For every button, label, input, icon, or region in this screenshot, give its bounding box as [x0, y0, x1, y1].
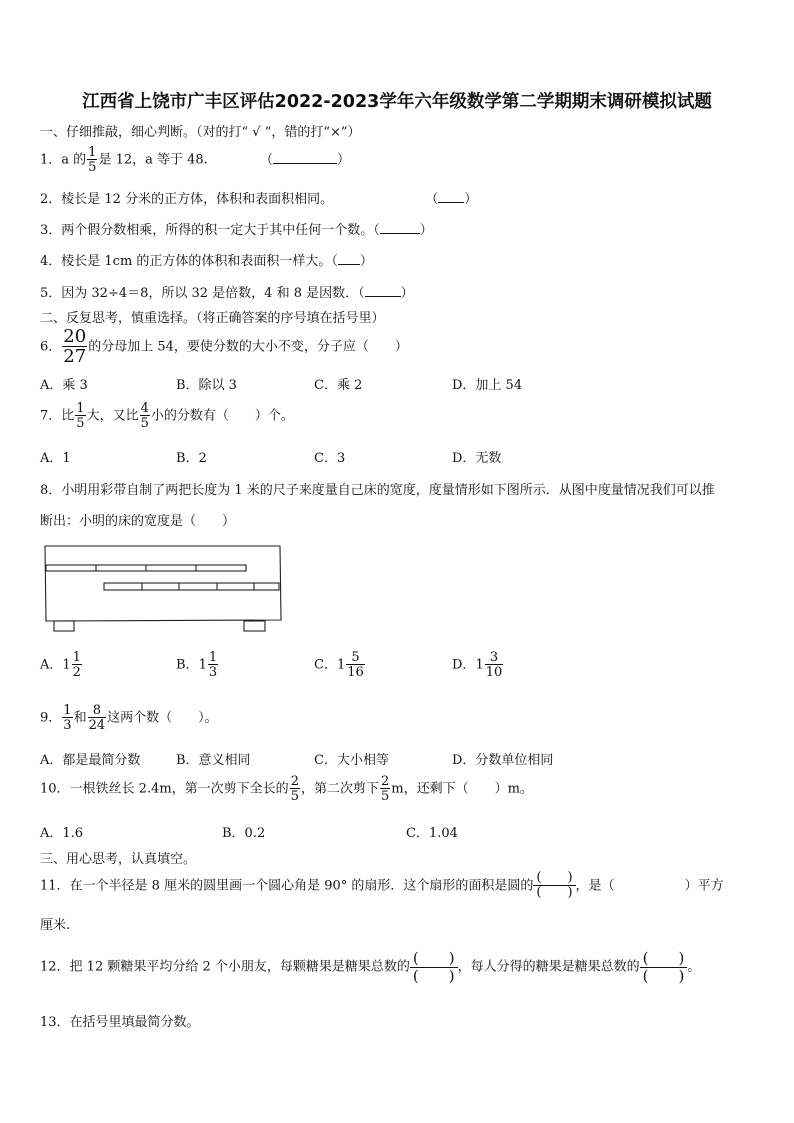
q7-option-c[interactable]: C．3: [314, 451, 346, 466]
q12-fraction-blank-2[interactable]: ( ) ( ): [640, 950, 688, 984]
question-1: 1．a 的 $\frac{1}{5}$ 是 12，a 等于 48. （ ）: [40, 145, 350, 175]
question-2: 2．棱长是 12 分米的正方体，体积和表面积相同。 （ ）: [40, 192, 478, 207]
question-10: 10．一根铁丝长 2.4m，第一次剪下全长的 $\frac{2}{5}$ ，第二次剪下 $\frac{2}{5}$ m，还剩下（ ）m。: [40, 774, 533, 804]
q7-fraction-1: $\frac{1}{5}$: [76, 401, 85, 431]
question-11-line-2: 厘米.: [40, 918, 71, 933]
section-1-heading: 一、仔细推敲，细心判断。（对的打“ √ ”，错的打“×”）: [40, 125, 361, 140]
q8-option-c[interactable]: C．1 $\frac{5}{16}$: [314, 650, 364, 680]
q7-option-b[interactable]: B．2: [176, 451, 207, 466]
q6-option-b[interactable]: B．除以 3: [176, 378, 237, 393]
question-3: 3．两个假分数相乘，所得的积一定大于其中任何一个数。（ ）: [40, 223, 433, 238]
q1-text-b: 是 12，a 等于 48.: [98, 152, 208, 168]
question-11: 11．在一个半径是 8 厘米的圆里画一个圆心角是 90° 的扇形．这个扇形的面积是圆的 ( ) ( ) ，是（ ）平方: [40, 870, 724, 901]
q9-fraction-1: $\frac{1}{3}$: [63, 703, 72, 733]
question-5: 5．因为 32÷4＝8，所以 32 是倍数，4 和 8 是因数．（ ）: [40, 286, 414, 301]
question-12: 12．把 12 颗糖果平均分给 2 个小朋友，每颗糖果是糖果总数的 ( ) ( ) ，每人分得的糖果是糖果总数的 ( ) ( ) 。: [40, 949, 701, 985]
q4-answer-blank[interactable]: [338, 253, 360, 265]
q10-option-c[interactable]: C．1.04: [406, 826, 458, 841]
q10-option-b[interactable]: B．0.2: [222, 826, 266, 841]
q9-option-c[interactable]: C．大小相等: [314, 753, 389, 768]
q9-option-d[interactable]: D．分数单位相同: [452, 753, 554, 768]
q7-fraction-2: $\frac{4}{5}$: [140, 401, 149, 431]
q9-fraction-2: $\frac{8}{24}$: [88, 703, 106, 733]
question-4: 4．棱长是 1cm 的正方体的体积和表面积一样大。（ ）: [40, 254, 373, 269]
q10-fraction-1: $\frac{2}{5}$: [290, 774, 299, 804]
q2-answer-blank[interactable]: [438, 191, 464, 203]
q5-answer-blank[interactable]: [365, 285, 401, 297]
q1-answer-blank[interactable]: [273, 152, 337, 164]
q6-fraction: $\frac{20}{27}$: [63, 326, 87, 367]
q11-fraction-blank[interactable]: ( ) ( ): [533, 871, 575, 901]
q10-fraction-2: $\frac{2}{5}$: [380, 774, 390, 804]
q7-option-a[interactable]: A．1: [40, 451, 71, 466]
section-2-heading: 二、反复思考，慎重选择。（将正确答案的序号填在括号里）: [40, 311, 385, 326]
question-9: 9． $\frac{1}{3}$ 和 $\frac{8}{24}$ 这两个数（ ）。: [40, 703, 218, 733]
section-3-heading: 三、用心思考，认真填空。: [40, 852, 197, 867]
q1-fraction: $\frac{1}{5}$: [88, 145, 97, 175]
q3-answer-blank[interactable]: [380, 222, 420, 234]
q9-option-b[interactable]: B．意义相同: [176, 753, 251, 768]
ruler-2: [104, 583, 279, 590]
question-8-line-2: 断出：小明的床的宽度是（ ）: [40, 514, 236, 529]
q1-text-a: 1．a 的: [40, 152, 87, 168]
q10-option-a[interactable]: A．1.6: [40, 826, 84, 841]
bed-measurement-figure: [42, 542, 288, 634]
q6-option-d[interactable]: D．加上 54: [452, 378, 523, 393]
q6-option-c[interactable]: C．乘 2: [314, 378, 363, 393]
page-title: 江西省上饶市广丰区评估2022-2023学年六年级数学第二学期期末调研模拟试题: [82, 92, 712, 112]
question-7: 7．比 $\frac{1}{5}$ 大，又比 $\frac{4}{5}$ 小的分数有（ ）个。: [40, 401, 294, 431]
q6-option-a[interactable]: A．乘 3: [40, 378, 88, 393]
q8-option-b[interactable]: B．1 $\frac{1}{3}$: [176, 650, 218, 680]
bed-leg-right: [244, 621, 265, 631]
bed-leg-left: [54, 621, 74, 631]
question-8-line-1: 8．小明用彩带自制了两把长度为 1 米的尺子来度量自己床的宽度，度量情形如下图所示．从图中度量情况我们可以推: [40, 483, 715, 498]
q7-option-d[interactable]: D．无数: [452, 451, 502, 466]
question-13: 13．在括号里填最简分数。: [40, 1015, 200, 1030]
q9-option-a[interactable]: A．都是最简分数: [40, 753, 141, 768]
q12-fraction-blank-1[interactable]: ( ) ( ): [410, 950, 458, 984]
q8-option-a[interactable]: A．1 $\frac{1}{2}$: [40, 650, 81, 680]
question-6: 6． $\frac{20}{27}$ 的分母加上 54，要使分数的大小不变，分子应（ ）: [40, 326, 408, 367]
q8-option-d[interactable]: D．1 $\frac{3}{10}$: [452, 650, 503, 680]
